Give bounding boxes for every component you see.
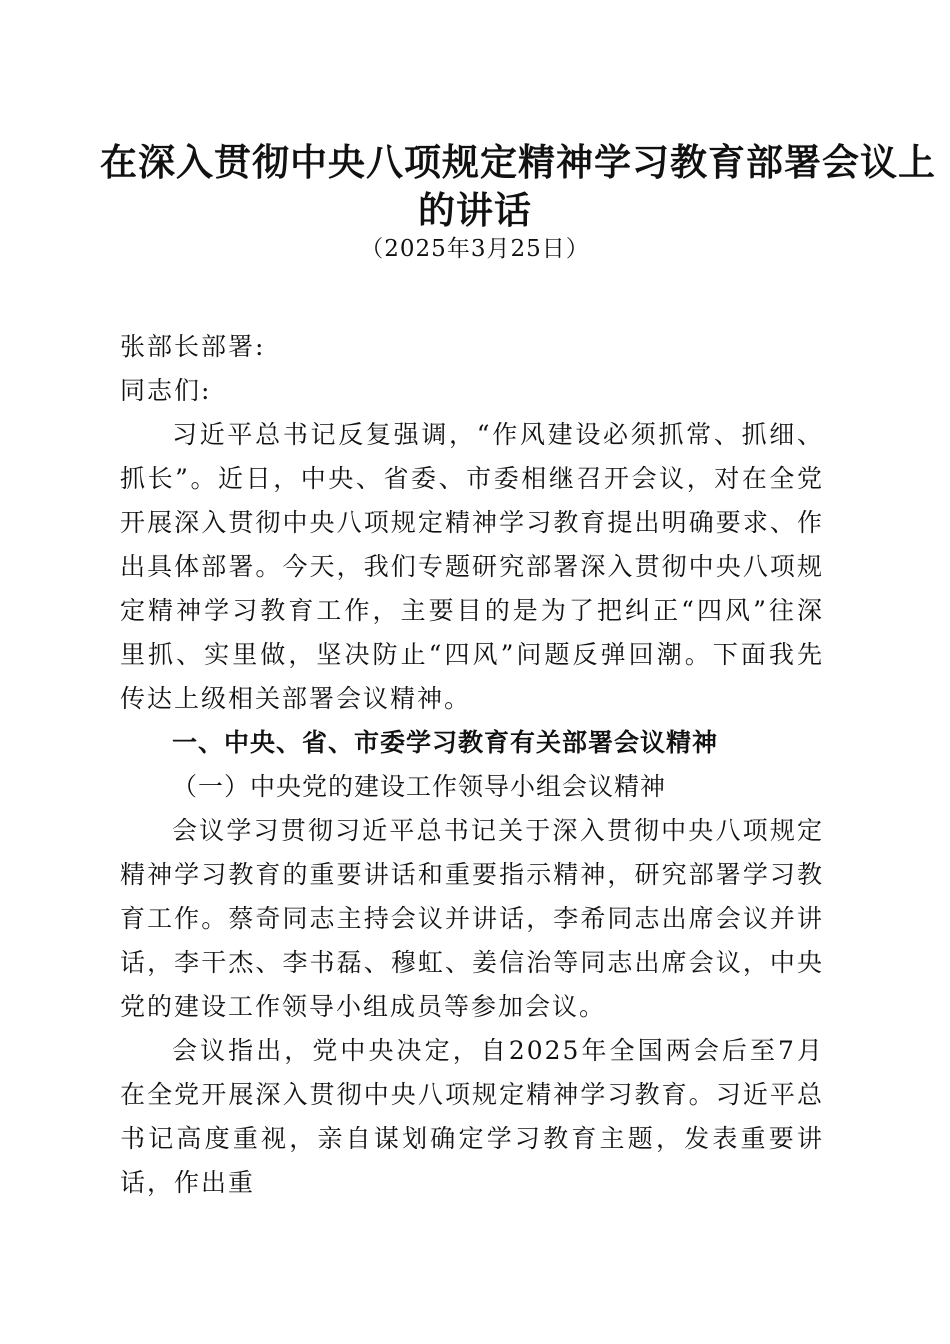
salutation-2: 同志们: bbox=[120, 376, 212, 405]
document-body bbox=[120, 325, 824, 1205]
document-title-line-1: 在深入贯彻中央八项规定精神学习教育部署会议上 bbox=[100, 141, 936, 184]
document-title-line-2: 的讲话 bbox=[418, 189, 532, 232]
subsection-heading-1: （一）中央党的建设工作领导小组会议精神 bbox=[172, 772, 667, 801]
paragraph-3: 会议指出，党中央决定，自2025年全国两会后至7月在全党开展深入贯彻中央八项规定精神学习教育。习近平总书记高度重视，亲自谋划确定学习教育主题，发表重要讲话，作出重 bbox=[120, 1036, 824, 1197]
paragraph-2: 会议学习贯彻习近平总书记关于深入贯彻中央八项规定精神学习教育的重要讲话和重要指示精神，研究部署学习教育工作。蔡奇同志主持会议并讲话，李希同志出席会议并讲话，李干杰、李书磊、穆虹、姜信治等同志出席会议，中央党的建设工作领导小组成员等参加会议。 bbox=[120, 816, 824, 1021]
section-heading-1: 一、中央、省、市委学习教育有关部署会议精神 bbox=[172, 728, 719, 757]
salutation-1: 张部长部署: bbox=[120, 332, 266, 361]
paragraph-1: 习近平总书记反复强调，“作风建设必须抓常、抓细、抓长”。近日，中央、省委、市委相继召开会议，对在全党开展深入贯彻中央八项规定精神学习教育提出明确要求、作出具体部署。今天，我们专题研究部署深入贯彻中央八项规定精神学习教育工作，主要目的是为了把纠正“四风”往深里抓、实里做，坚决防止“四风”问题反弹回潮。下面我先传达上级相关部署会议精神。 bbox=[120, 420, 824, 713]
document-date: （2025年3月25日） bbox=[360, 236, 590, 262]
